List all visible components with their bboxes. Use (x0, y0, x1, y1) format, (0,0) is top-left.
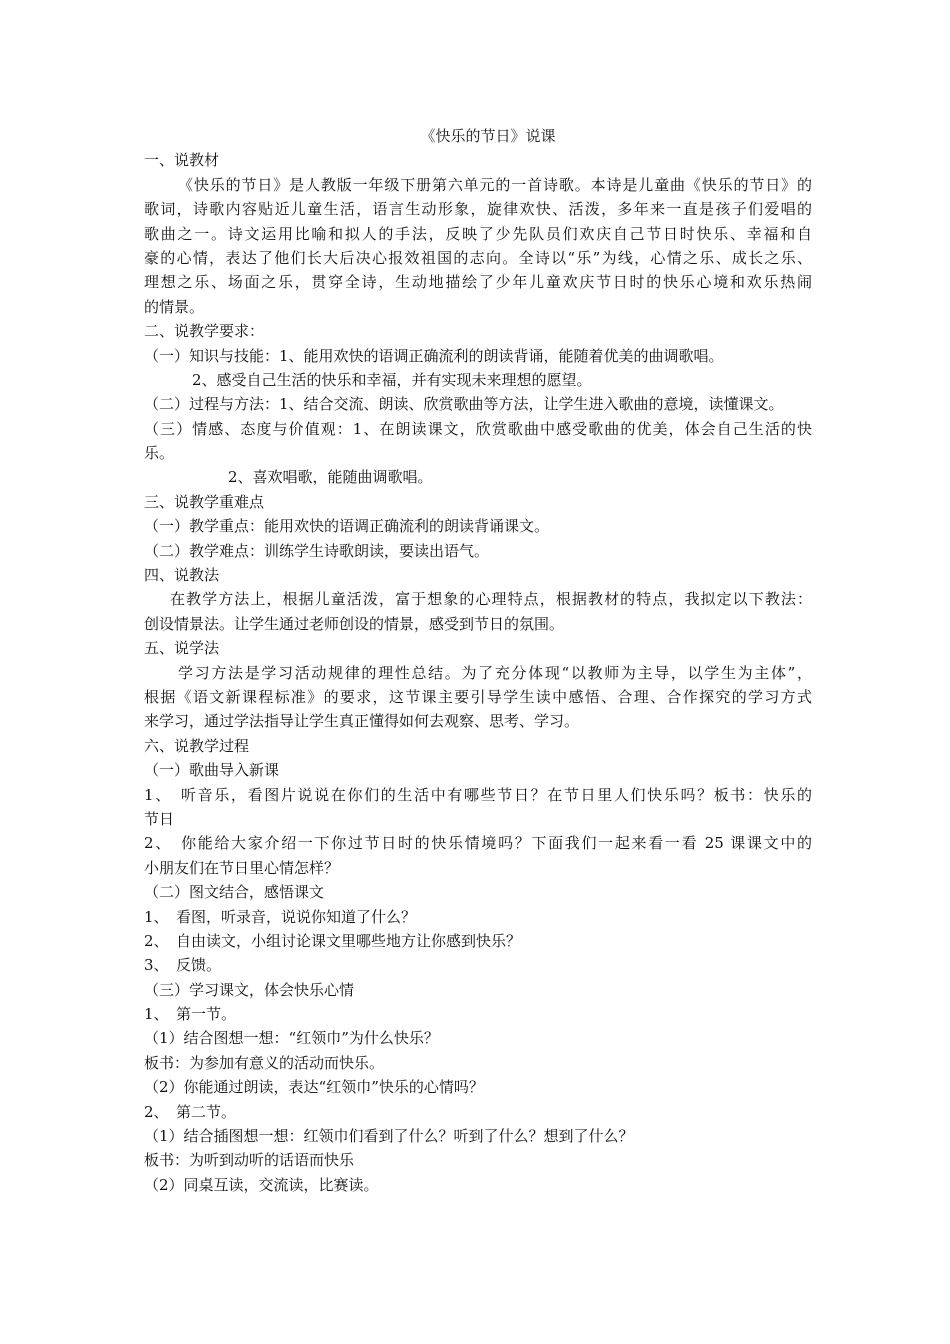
process-heading: （二）图文结合，感悟课文 (144, 883, 325, 902)
paragraph-line: 来学习，通过学法指导让学生真正懂得如何去观察、思考、学习。 (144, 712, 580, 731)
paragraph-line: 在教学方法上，根据儿童活泼，富于想象的心理特点，根据教材的特点，我拟定以下教法： (170, 590, 812, 609)
paragraph-line: 《快乐的节日》是人教版一年级下册第六单元的一首诗歌。本诗是儿童曲《快乐的节日》的 (178, 175, 812, 194)
paragraph-line: 歌曲之一。诗文运用比喻和拟人的手法，反映了少先队员们欢庆自己节日时快乐、幸福和自 (144, 224, 812, 243)
paragraph-line: 的情景。 (144, 297, 205, 316)
section-heading-2: 二、说教学要求： (144, 322, 265, 341)
objective-line: （一）知识与技能：1、能用欢快的语调正确流利的朗读背诵，能随着优美的曲调歌唱。 (144, 346, 724, 365)
process-heading: （一）歌曲导入新课 (144, 761, 280, 780)
process-line: 1、 听音乐，看图片说说在你们的生活中有哪些节日？在节日里人们快乐吗？板书：快乐的 (144, 785, 812, 804)
section-heading-1: 一、说教材 (144, 151, 220, 170)
paragraph-line: 豪的心情，表达了他们长大后决心报效祖国的志向。全诗以“乐”为线，心情之乐、成长之乐、 (144, 248, 812, 267)
section-heading-5: 五、说学法 (144, 639, 220, 658)
process-line: 板书：为参加有意义的活动而快乐。 (144, 1053, 385, 1072)
paragraph-line: 理想之乐、场面之乐，贯穿全诗，生动地描绘了少年儿童欢庆节日时的快乐心境和欢乐热闹 (144, 273, 812, 292)
process-line: 2、 自由读文，小组讨论课文里哪些地方让你感到快乐？ (144, 931, 522, 950)
process-line: 1、 看图，听录音，说说你知道了什么？ (144, 907, 417, 926)
section-heading-6: 六、说教学过程 (144, 736, 250, 755)
paragraph-line: 歌词，诗歌内容贴近儿童生活，语言生动形象，旋律欢快、活泼，多年来一直是孩子们爱唱的 (144, 200, 812, 219)
objective-line: 乐。 (144, 444, 175, 463)
key-point-line: （二）教学难点：训练学生诗歌朗读，要读出语气。 (144, 541, 490, 560)
process-line: 2、 你能给大家介绍一下你过节日时的快乐情境吗？下面我们一起来看一看 25 课课文中的 (144, 834, 812, 853)
process-line: （1）结合插图想一想：红领巾们看到了什么？听到了什么？想到了什么？ (144, 1127, 634, 1146)
objective-line: （三）情感、态度与价值观：1、在朗读课文，欣赏歌曲中感受歌曲的优美，体会自己生活的快 (144, 419, 812, 438)
process-line: （1）结合图想一想：“红领巾”为什么快乐？ (144, 1029, 439, 1048)
document-page (144, 124, 812, 1197)
process-line: （2）你能通过朗读，表达“红领巾”快乐的心情吗？ (144, 1078, 484, 1097)
process-line: 2、 第二节。 (144, 1102, 237, 1121)
process-line: 小朋友们在节日里心情怎样？ (144, 858, 340, 877)
objective-line: 2、感受自己生活的快乐和幸福，并有实现未来理想的愿望。 (192, 370, 592, 389)
process-line: 3、 反馈。 (144, 956, 222, 975)
paragraph-line: 创设情景法。让学生通过老师创设的情景，感受到节日的氛围。 (144, 614, 565, 633)
paragraph-line: 根据《语文新课程标准》的要求，这节课主要引导学生读中感悟、合理、合作探究的学习方式 (144, 687, 812, 706)
process-line: （2）同桌互读，交流读，比赛读。 (144, 1175, 379, 1194)
objective-line: （二）过程与方法：1、结合交流、朗读、欣赏歌曲等方法，让学生进入歌曲的意境，读懂课文。 (144, 395, 784, 414)
process-line: 1、 第一节。 (144, 1005, 237, 1024)
process-heading: （三）学习课文，体会快乐心情 (144, 980, 355, 999)
section-heading-3: 三、说教学重难点 (144, 492, 265, 511)
key-point-line: （一）教学重点：能用欢快的语调正确流利的朗读背诵课文。 (144, 517, 550, 536)
process-line: 节日 (144, 809, 175, 828)
page-title: 《快乐的节日》说课 (420, 127, 556, 145)
process-line: 板书：为听到动听的话语而快乐 (144, 1151, 355, 1170)
objective-line: 2、喜欢唱歌，能随曲调歌唱。 (228, 468, 433, 487)
section-heading-4: 四、说教法 (144, 566, 220, 585)
paragraph-line: 学习方法是学习活动规律的理性总结。为了充分体现“以教师为主导，以学生为主体”， (178, 663, 812, 682)
